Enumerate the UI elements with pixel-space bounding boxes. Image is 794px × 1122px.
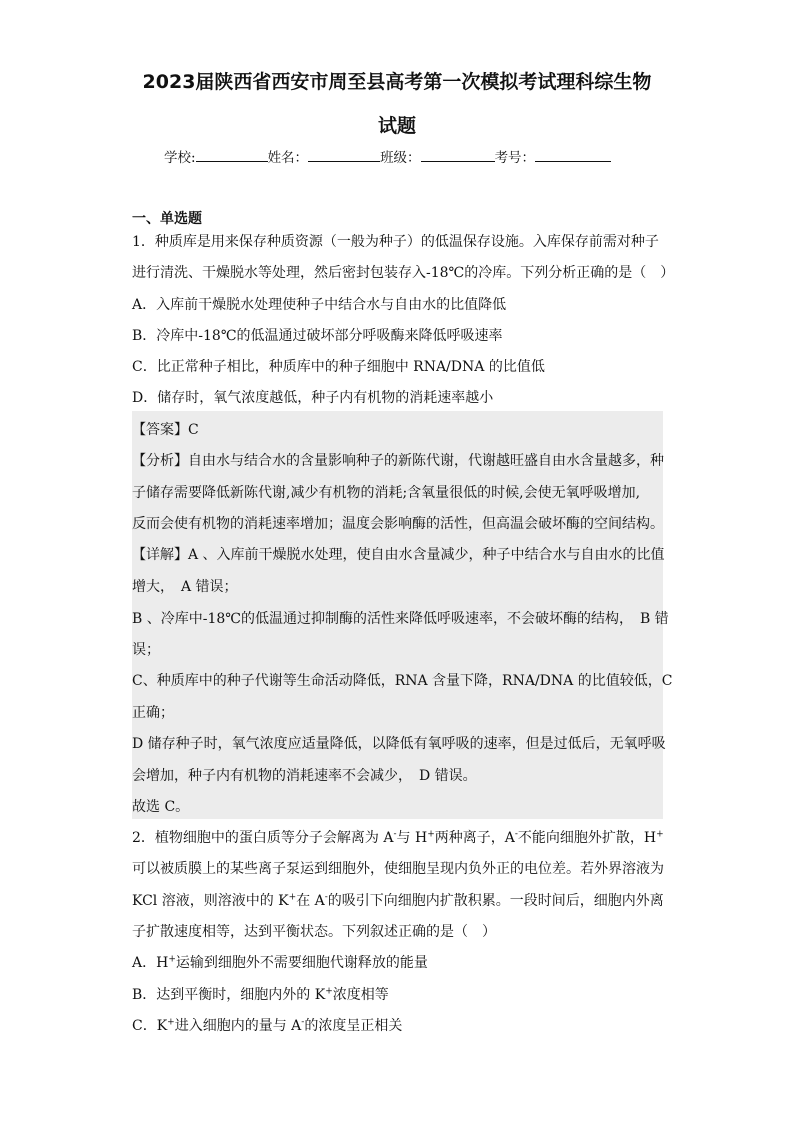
- student-info-row: [164, 146, 644, 166]
- q1-detail-line5: C、种质库中的种子代谢等生命活动降低，RNA 含量下降，RNA/DNA 的比值较低，C: [132, 673, 673, 689]
- class-label: 班级：: [380, 150, 421, 166]
- q2-stem-line4: 子扩散速度相等，达到平衡状态。下列叙述正确的是（ ）: [132, 924, 496, 940]
- name-label: 姓名：: [267, 150, 309, 166]
- q1-detail-line4: 误；: [132, 642, 160, 658]
- q1-detail-line2: 增大， A 错误；: [132, 579, 238, 595]
- q1-conclusion: 故选 C。: [132, 799, 190, 815]
- q2-option-a: A．H+运输到细胞外不需要细胞代谢释放的能量: [132, 954, 428, 971]
- name-blank[interactable]: [308, 149, 380, 162]
- q1-stem-line2: 进行清洗、干燥脱水等处理，然后密封包装存入-18℃的冷库。下列分析正确的是（ ）: [132, 265, 675, 281]
- q2-option-b: B．达到平衡时，细胞内外的 K+浓度相等: [132, 986, 389, 1003]
- class-blank[interactable]: [421, 149, 495, 162]
- q1-option-b: B．冷库中-18℃的低温通过破坏部分呼吸酶来降低呼吸速率: [132, 328, 503, 344]
- q1-analysis-line3: 反而会使有机物的消耗速率增加；温度会影响酶的活性，但高温会破坏酶的空间结构。: [132, 516, 664, 532]
- q2-stem-line1: 2．植物细胞中的蛋白质等分子会解离为 A-与 H+两种离子，A-不能向细胞外扩散，H+: [132, 829, 664, 846]
- q1-option-c: C．比正常种子相比，种质库中的种子细胞中 RNA/DNA 的比值低: [132, 359, 545, 375]
- q1-analysis-line1: 【分析】自由水与结合水的含量影响种子的新陈代谢，代谢越旺盛自由水含量越多，种: [132, 453, 664, 469]
- school-blank[interactable]: [196, 149, 268, 162]
- q1-analysis-line2: 子储存需要降低新陈代谢,减少有机物的消耗;含氧量很低的时候,会使无氧呼吸增加,: [132, 485, 641, 501]
- exam-title-continued: 试题: [377, 115, 416, 137]
- exam-number-blank[interactable]: [535, 149, 611, 162]
- section-heading: 一、单选题: [132, 211, 202, 227]
- exam-number-label: 考号：: [494, 150, 536, 166]
- q1-option-a: A．入库前干燥脱水处理使种子中结合水与自由水的比值降低: [132, 297, 507, 313]
- q1-option-d: D．储存时，氧气浓度越低，种子内有机物的消耗速率越小: [132, 390, 494, 406]
- q1-answer: 【答案】C: [132, 422, 199, 438]
- q2-stem-line3: KCl 溶液，则溶液中的 K+在 A-的吸引下向细胞内扩散积累。一段时间后，细胞内外离: [132, 892, 664, 909]
- q2-option-c: C．K+进入细胞内的量与 A-的浓度呈正相关: [132, 1017, 403, 1034]
- q1-detail-line6: 正确；: [132, 705, 174, 721]
- q1-detail-line3: B 、冷库中-18℃的低温通过抑制酶的活性来降低呼吸速率，不会破坏酶的结构， B 错: [132, 611, 669, 627]
- q1-detail-line8: 会增加，种子内有机物的消耗速率不会减少， D 错误。: [132, 768, 477, 784]
- school-label: 学校:: [164, 150, 196, 166]
- exam-title: 2023届陕西省西安市周至县高考第一次模拟考试理科综生物: [142, 71, 652, 93]
- q1-detail-line1: 【详解】A 、入库前干燥脱水处理，使自由水含量减少，种子中结合水与自由水的比值: [132, 547, 665, 563]
- q1-detail-line7: D 储存种子时，氧气浓度应适量降低，以降低有氧呼吸的速率，但是过低后，无氧呼吸: [132, 736, 666, 752]
- q1-stem-line1: 1．种质库是用来保存种质资源（一般为种子）的低温保存设施。入库保存前需对种子: [132, 234, 659, 250]
- q2-stem-line2: 可以被质膜上的某些离子泵运到细胞外，使细胞呈现内负外正的电位差。若外界溶液为: [132, 861, 664, 877]
